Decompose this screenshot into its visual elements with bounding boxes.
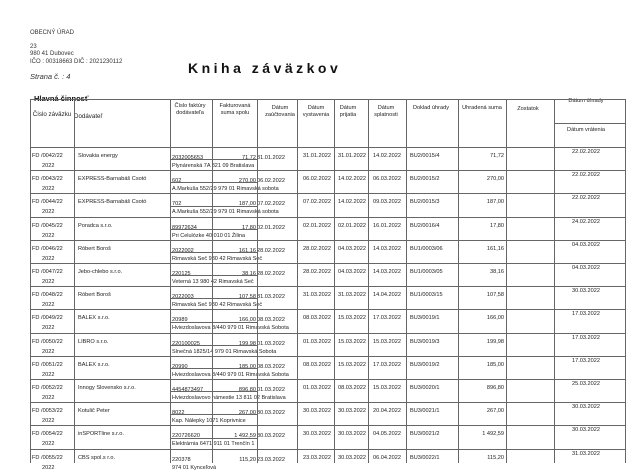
cell-issue-date: 31.01.2022 [303, 153, 331, 159]
cell-zavazok-id: FD /0052/22 [32, 385, 63, 391]
cell-payment-date: 22.02.2022 [572, 172, 600, 179]
grid-rule [458, 99, 459, 463]
cell-amount: 71,72 [242, 155, 256, 161]
cell-receipt-date: 30.03.2022 [338, 431, 366, 438]
cell-payment-doc: BU2/0016/4 [410, 222, 440, 229]
cell-payment-date: 30.03.2022 [572, 404, 600, 411]
cell-amount: 187,00 [238, 201, 256, 208]
cell-zavazok-year: 2022 [42, 255, 55, 262]
col-header-dodavatel: Dodávateľ [74, 113, 103, 120]
cell-receipt-date: 31.03.2022 [338, 292, 366, 299]
cell-invoice-number: 2022002 [172, 247, 194, 254]
cell-payment-date: 22.02.2022 [572, 195, 600, 202]
cell-zavazok-year: 2022 [42, 371, 55, 378]
cell-zavazok-year: 2022 [42, 325, 55, 332]
cell-amount: 107,58 [238, 294, 256, 301]
cell-supplier-address: Plynárenská 7A 821 09 Bratislava [172, 163, 255, 169]
cell-supplier: BALEX s.r.o. [78, 315, 110, 322]
cell-payment-date: 17.03.2022 [572, 311, 600, 318]
cell-zavazok-year: 2022 [42, 232, 55, 239]
cell-amount: 185,00 [238, 363, 256, 370]
grid-rule [30, 425, 625, 426]
cell-paid-amount: 71,72 [490, 153, 504, 159]
cell-receipt-date: 31.01.2022 [338, 153, 366, 159]
cell-supplier: Jebo-chlebo s.r.o. [78, 269, 123, 275]
grid-rule [170, 159, 258, 160]
grid-rule [506, 99, 507, 463]
cell-amount: 267,00 [238, 410, 256, 417]
cell-receipt-date: 04.03.2022 [338, 245, 366, 252]
col-header-datum-splatnosti: Dátum splatnosti [374, 105, 398, 118]
grid-rule [30, 356, 625, 357]
cell-zavazok-id: FD /0046/22 [32, 245, 63, 252]
grid-rule [554, 123, 625, 124]
cell-supplier-address: Pri Celulózke 40 010 01 Žilina [172, 232, 246, 239]
cell-invoice-number: 2032005653 [172, 155, 204, 161]
cell-posting-date: 01.03.2022 [257, 387, 285, 393]
section-title: Hlavná činnosť [34, 94, 89, 103]
grid-rule [257, 99, 258, 463]
cell-paid-amount: 187,00 [486, 199, 504, 206]
cell-paid-amount: 17,80 [490, 222, 504, 229]
cell-invoice-number: 2022003 [172, 294, 194, 301]
col-header-datum-vystavenia: Dátum vystavenia [302, 105, 330, 118]
cell-receipt-date: 15.03.2022 [338, 338, 366, 345]
office-header [30, 30, 122, 66]
cell-receipt-date: 08.03.2022 [338, 385, 366, 391]
cell-zavazok-id: FD /0045/22 [32, 222, 63, 229]
cell-zavazok-id: FD /0054/22 [32, 431, 63, 438]
cell-payment-doc: BU3/0021/1 [410, 408, 440, 415]
cell-payment-doc: BU3/0019/3 [410, 338, 440, 345]
cell-payment-doc: BU2/0015/3 [410, 199, 440, 206]
cell-due-date: 20.04.2022 [373, 408, 401, 415]
grid-rule [170, 182, 258, 183]
cell-posting-date: 06.02.2022 [257, 178, 285, 185]
cell-posting-date: 07.02.2022 [257, 201, 285, 208]
cell-zavazok-year: 2022 [42, 302, 55, 309]
cell-zavazok-id: FD /0044/22 [32, 199, 63, 206]
cell-invoice-number: 602 [172, 178, 182, 185]
cell-supplier: EXPRESS-Barnabáš Csotó [78, 176, 147, 183]
cell-posting-date: 01.03.2022 [257, 340, 285, 347]
col-header-datum-prijatia: Dátum prijatia [339, 105, 357, 118]
cell-due-date: 15.03.2022 [373, 338, 401, 345]
cell-supplier-address: Slnečná 1825/14 979 01 Rimavská Sobota [172, 348, 277, 355]
cell-issue-date: 06.02.2022 [303, 176, 331, 183]
cell-zavazok-id: FD /0051/22 [32, 361, 63, 368]
cell-paid-amount: 161,16 [486, 245, 504, 252]
cell-amount: 1 492,59 [234, 433, 256, 440]
cell-zavazok-id: FD /0050/22 [32, 338, 63, 345]
cell-zavazok-year: 2022 [42, 279, 55, 285]
col-header-datum-uhrady: Dátum úhrady [568, 98, 604, 104]
grid-rule [30, 99, 625, 100]
cell-amount: 199,98 [238, 340, 256, 347]
cell-zavazok-id: FD /0049/22 [32, 315, 63, 322]
grid-rule [368, 99, 369, 463]
office-number: 23 [30, 43, 37, 50]
cell-due-date: 09.03.2022 [373, 199, 401, 206]
cell-invoice-number: 89972634 [172, 224, 197, 231]
cell-supplier: Poradca s.r.o. [78, 222, 113, 229]
grid-rule [625, 99, 626, 463]
cell-amount: 166,00 [238, 317, 256, 324]
cell-supplier: Kotulič Peter [78, 408, 110, 415]
cell-supplier: BALEX s.r.o. [78, 361, 110, 368]
cell-zavazok-year: 2022 [42, 418, 55, 425]
grid-rule [170, 391, 258, 392]
cell-payment-doc: BU2/0015/2 [410, 176, 440, 183]
cell-issue-date: 08.03.2022 [303, 315, 331, 322]
cell-due-date: 14.04.2022 [373, 292, 401, 299]
cell-invoice-number: 8022 [172, 410, 185, 417]
cell-invoice-number: 220378 [172, 456, 191, 463]
cell-payment-doc: BU3/0019/1 [410, 315, 440, 322]
grid-rule [170, 229, 258, 230]
cell-issue-date: 08.03.2022 [303, 361, 331, 368]
col-header-uhradena-suma: Uhradená suma [462, 105, 502, 111]
cell-supplier-address: Hviezdoslavovo námestie 13 811 02 Bratislava [172, 395, 286, 401]
cell-supplier-address: A.Markuša 552/29 979 01 Rimavská sobota [172, 186, 279, 193]
cell-payment-doc: BU1/0003/05 [410, 269, 443, 275]
cell-paid-amount: 199,98 [486, 338, 504, 345]
cell-invoice-number: 220726620 [172, 433, 200, 440]
cell-invoice-number: 220125 [172, 271, 191, 277]
cell-issue-date: 31.03.2022 [303, 292, 331, 299]
cell-amount: 270,00 [238, 178, 256, 185]
cell-zavazok-year: 2022 [42, 163, 55, 169]
cell-zavazok-year: 2022 [42, 441, 55, 448]
cell-receipt-date: 15.03.2022 [338, 315, 366, 322]
cell-issue-date: 02.01.2022 [303, 222, 331, 229]
col-header-doklad-uhrady: Doklad úhrady [412, 105, 450, 111]
cell-supplier-address: Elektrárnia 6471 911 01 Trenčín 1 [172, 441, 255, 448]
col-header-cislo-zavazku: Číslo záväzku [32, 111, 72, 118]
cell-receipt-date: 02.01.2022 [338, 222, 366, 229]
cell-posting-date: 02.01.2022 [257, 224, 285, 231]
cell-payment-date: 30.03.2022 [572, 288, 600, 295]
grid-rule [170, 414, 258, 415]
cell-zavazok-id: FD /0043/22 [32, 176, 63, 183]
cell-zavazok-year: 2022 [42, 395, 55, 401]
cell-amount: 38,16 [242, 271, 256, 277]
cell-payment-date: 30.03.2022 [572, 427, 600, 434]
grid-rule [30, 147, 625, 148]
cell-payment-date: 31.03.2022 [572, 450, 600, 457]
cell-supplier-address: Hviezdoslavova 8/440 979 01 Rimavská Sobota [172, 371, 289, 378]
cell-due-date: 14.02.2022 [373, 153, 401, 159]
cell-payment-date: 24.02.2022 [572, 218, 600, 225]
grid-rule [170, 368, 258, 369]
cell-supplier: inSPORTline s.r.o. [78, 431, 124, 438]
cell-payment-date: 17.03.2022 [572, 334, 600, 341]
cell-payment-date: 04.03.2022 [572, 265, 600, 271]
cell-due-date: 06.03.2022 [373, 176, 401, 183]
cell-supplier-address: Hviezdoslavova 8/440 979 01 Rimavská Sobota [172, 325, 289, 332]
cell-receipt-date: 04.03.2022 [338, 269, 366, 275]
cell-issue-date: 01.03.2022 [303, 385, 331, 391]
cell-zavazok-year: 2022 [42, 186, 55, 193]
cell-supplier: EXPRESS-Barnabáš Csotó [78, 199, 147, 206]
col-header-datum-vratenia: Dátum vrátenia [567, 127, 605, 133]
cell-posting-date: 30.03.2022 [257, 433, 285, 440]
cell-receipt-date: 14.02.2022 [338, 176, 366, 183]
office-postal: 980 41 Dubovec [30, 51, 74, 57]
cell-due-date: 14.03.2022 [373, 245, 401, 252]
grid-rule [30, 170, 625, 171]
cell-zavazok-id: FD /0053/22 [32, 408, 63, 415]
grid-rule [30, 193, 625, 194]
cell-zavazok-id: FD /0055/22 [32, 454, 63, 461]
cell-zavazok-year: 2022 [42, 348, 55, 355]
cell-issue-date: 07.02.2022 [303, 199, 331, 206]
cell-invoice-number: 20989 [172, 317, 188, 324]
col-header-zostatok: Zostatok [517, 106, 539, 112]
office-name: OBECNÝ ÚRAD [30, 30, 75, 36]
cell-supplier: Slovakia energy [78, 153, 118, 159]
cell-supplier-address: Veterná 13 980 42 Rimavská Seč [172, 279, 254, 285]
grid-rule [170, 438, 258, 439]
cell-receipt-date: 30.03.2022 [338, 408, 366, 415]
cell-zavazok-year: 2022 [42, 464, 55, 471]
grid-rule [170, 275, 258, 276]
col-header-datum-zauctovania: Dátum zaúčtovania [265, 105, 295, 118]
cell-zavazok-id: FD /0047/22 [32, 269, 63, 275]
office-ids: IČO : 00318663 DIČ : 2021230112 [30, 58, 123, 65]
cell-payment-date: 17.03.2022 [572, 357, 600, 364]
cell-posting-date: 08.03.2022 [257, 317, 285, 324]
cell-posting-date: 23.03.2022 [257, 456, 285, 463]
cell-due-date: 17.03.2022 [373, 315, 401, 322]
cell-receipt-date: 15.03.2022 [338, 361, 366, 368]
cell-issue-date: 23.03.2022 [303, 454, 331, 461]
cell-paid-amount: 267,00 [486, 408, 504, 415]
cell-paid-amount: 38,16 [490, 269, 504, 275]
cell-amount: 161,16 [238, 247, 256, 254]
cell-due-date: 16.01.2022 [373, 222, 401, 229]
cell-amount: 17,80 [242, 224, 256, 231]
cell-paid-amount: 185,00 [486, 361, 504, 368]
grid-rule [30, 309, 625, 310]
grid-rule [170, 298, 258, 299]
cell-payment-doc: BU1/0003/15 [410, 292, 443, 299]
cell-amount: 115,20 [239, 456, 256, 463]
cell-paid-amount: 270,00 [486, 176, 504, 183]
cell-paid-amount: 115,20 [487, 454, 504, 461]
cell-payment-date: 04.03.2022 [572, 241, 600, 248]
grid-rule [30, 240, 625, 241]
cell-posting-date: 31.01.2022 [257, 155, 285, 161]
cell-due-date: 15.03.2022 [373, 385, 401, 391]
cell-amount: 896,80 [238, 387, 256, 393]
cell-posting-date: 08.03.2022 [257, 363, 285, 370]
cell-zavazok-id: FD /0048/22 [32, 292, 63, 299]
cell-supplier-address: 974 01 Kynceľová [172, 464, 217, 471]
cell-receipt-date: 30.03.2022 [338, 454, 366, 461]
cell-supplier: Róbert Boroš [78, 292, 111, 299]
cell-payment-doc: BU3/0022/1 [410, 454, 440, 461]
grid-rule [554, 99, 555, 463]
grid-rule [170, 345, 258, 346]
grid-rule [170, 322, 258, 323]
cell-supplier-address: Rimavská Seč 980 42 Rimavská Seč [172, 302, 263, 309]
grid-rule [30, 217, 625, 218]
cell-zavazok-id: FD /0042/22 [32, 153, 63, 159]
cell-payment-doc: BU3/0019/2 [410, 361, 440, 368]
grid-rule [74, 99, 75, 463]
cell-paid-amount: 166,00 [486, 315, 504, 322]
grid-rule [30, 333, 625, 334]
cell-supplier-address: Kap. Nálepky 1071 Koprivnice [172, 418, 246, 425]
cell-posting-date: 28.02.2022 [257, 271, 285, 277]
cell-supplier: Róbert Boroš [78, 245, 111, 252]
cell-supplier: LIBRO s.r.o. [78, 338, 109, 345]
grid-rule [30, 286, 625, 287]
cell-payment-date: 22.02.2022 [572, 149, 600, 155]
cell-paid-amount: 896,80 [486, 385, 504, 391]
cell-payment-doc: BU2/0015/4 [410, 153, 440, 159]
cell-supplier: Innogy Slovensko s.r.o. [78, 385, 136, 391]
cell-issue-date: 28.02.2022 [303, 245, 331, 252]
cell-payment-doc: BU3/0020/1 [410, 385, 440, 391]
cell-issue-date: 01.03.2022 [303, 338, 331, 345]
cell-invoice-number: 702 [172, 201, 182, 208]
cell-due-date: 04.05.2022 [373, 431, 401, 438]
col-header-fakturovana-suma: Fakturovaná suma spolu [219, 103, 251, 116]
grid-rule [334, 99, 335, 463]
cell-zavazok-year: 2022 [42, 209, 55, 216]
grid-rule [170, 206, 258, 207]
cell-due-date: 17.03.2022 [373, 361, 401, 368]
grid-rule [30, 263, 625, 264]
page-title: Kniha záväzkov [188, 60, 342, 76]
cell-due-date: 14.03.2022 [373, 269, 401, 275]
grid-rule [406, 99, 407, 463]
cell-supplier-address: Rimavská Seč 980 42 Rimavská Seč [172, 255, 263, 262]
cell-invoice-number: 20990 [172, 363, 188, 370]
cell-invoice-number: 220100025 [172, 340, 200, 347]
cell-receipt-date: 14.02.2022 [338, 199, 366, 206]
cell-payment-doc: BU3/0021/2 [410, 431, 440, 438]
cell-payment-date: 25.03.2022 [572, 381, 600, 387]
grid-rule [170, 252, 258, 253]
page-number: Strana č. : 4 [30, 72, 71, 81]
grid-rule [170, 99, 171, 463]
grid-rule [30, 99, 31, 463]
cell-invoice-number: 4454873497 [172, 387, 204, 393]
cell-posting-date: 31.03.2022 [257, 294, 285, 301]
grid-rule [30, 402, 625, 403]
cell-supplier: CBS spol.s r.o. [78, 454, 115, 461]
grid-rule [212, 99, 213, 463]
cell-supplier-address: A.Markuša 552/29 979 01 Rimavská sobota [172, 209, 279, 216]
cell-payment-doc: BU1/0003/06 [410, 245, 443, 252]
cell-paid-amount: 1 492,59 [482, 431, 504, 438]
cell-issue-date: 30.03.2022 [303, 431, 331, 438]
cell-due-date: 06.04.2022 [373, 454, 401, 461]
cell-posting-date: 28.02.2022 [257, 247, 285, 254]
cell-issue-date: 30.03.2022 [303, 408, 331, 415]
grid-rule [297, 99, 298, 463]
grid-rule [30, 379, 625, 380]
cell-issue-date: 28.02.2022 [303, 269, 331, 275]
cell-paid-amount: 107,58 [486, 292, 504, 299]
col-header-cislo-faktury: Číslo faktúry dodávateľa [174, 103, 206, 116]
cell-posting-date: 30.03.2022 [257, 410, 285, 417]
grid-rule [30, 449, 625, 450]
